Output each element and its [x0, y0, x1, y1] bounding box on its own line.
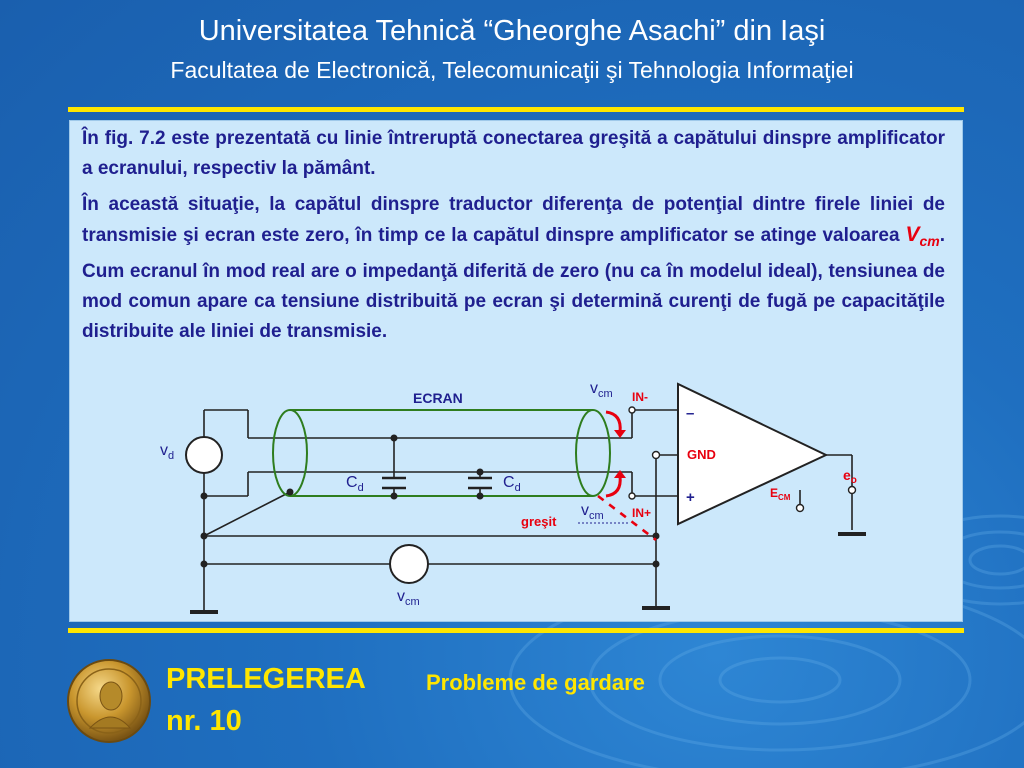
paragraph-2-part2: . Cum ecranul în mod real are o impedanţă diferită de zero (nu ca în modelul ideal), tensiunea de mod comun apare ca tensiune distribuită pe ecran şi determină curenţi de fugă pe capacităţile distribuite ale liniei de transmisie.: [82, 225, 946, 342]
plus-sign: +: [686, 489, 695, 506]
vcm-label-source: $v_{cm}$: [397, 588, 420, 608]
top-divider: [68, 107, 964, 112]
in-plus-label: IN+: [632, 506, 652, 520]
ecm-label: $E_{CM}$: [770, 486, 791, 502]
cd-label-right: $C_d$: [503, 474, 521, 494]
gnd-label: GND: [687, 447, 716, 462]
paragraph-1: În fig. 7.2 este prezentată cu linie întreruptă conectarea greşită a capătului dinspre amplificator a ecranului, respectiv la pământ.: [82, 128, 945, 180]
vd-label: $v_d$: [160, 442, 175, 462]
vcm-label-top: $v_{cm}$: [590, 380, 613, 400]
circuit-diagram: [70, 121, 962, 621]
in-minus-label: IN-: [632, 390, 648, 404]
eo-label: $e_o$: [843, 467, 857, 486]
content-panel: [70, 121, 962, 621]
faculty-subtitle: Facultatea de Electronică, Telecomunicaţii şi Tehnologia Informaţiei: [170, 57, 854, 83]
ecran-label: ECRAN: [413, 390, 463, 406]
lecture-number: nr. 10: [166, 705, 242, 737]
paragraph-2-part1: În această situaţie, la capătul dinspre traductor diferenţa de potenţial dintre firele liniei de transmisie şi ecran este zero, în timp ce la capătul dinspre amplificator se atinge valoarea: [82, 194, 945, 247]
vcm-symbol: $V_{cm}$: [905, 223, 940, 250]
vcm-label-bottom: $v_{cm}$: [581, 502, 604, 522]
medal-logo: [66, 658, 152, 744]
cd-label-left: $C_d$: [346, 474, 364, 494]
lecture-title: PRELEGEREA: [166, 663, 366, 695]
lecture-topic: Probleme de gardare: [426, 670, 645, 695]
minus-sign: –: [686, 405, 695, 422]
bottom-divider: [68, 628, 964, 633]
gresit-label: greşit: [521, 514, 557, 529]
university-title: Universitatea Tehnică “Gheorghe Asachi” din Iaşi: [198, 15, 826, 47]
